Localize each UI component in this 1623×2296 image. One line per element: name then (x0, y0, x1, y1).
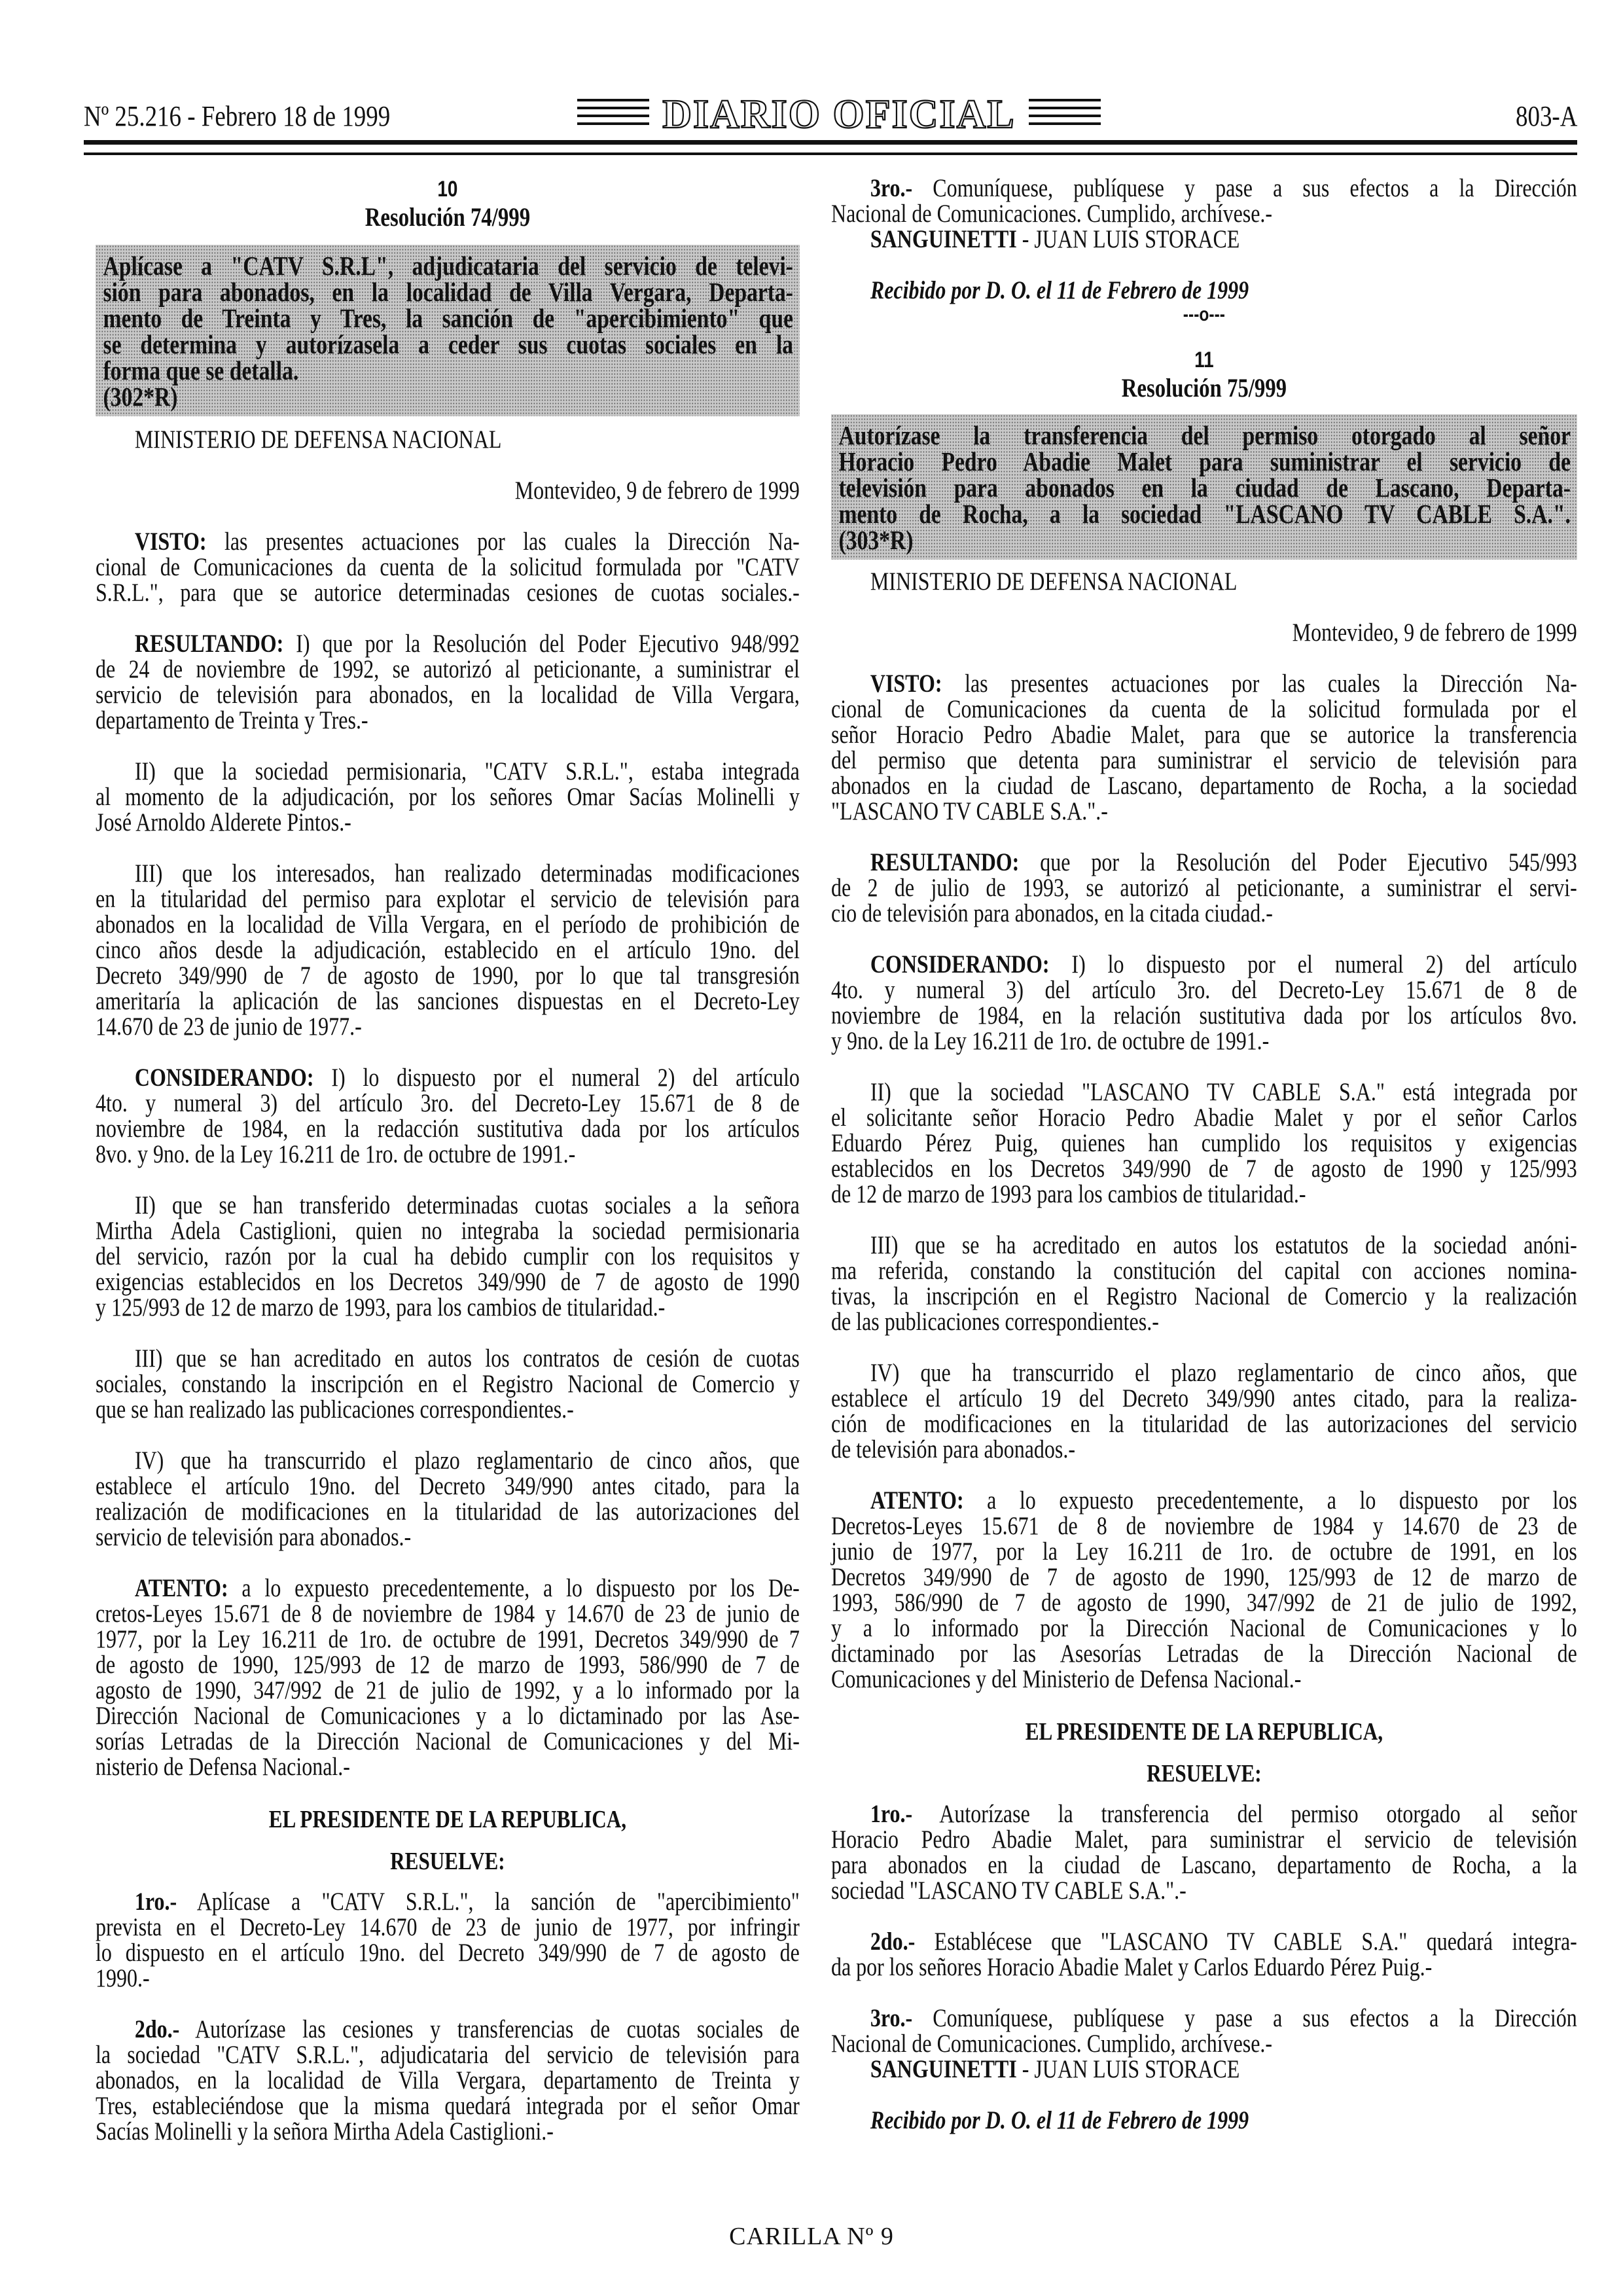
resuelve-heading: RESUELVE: (390, 1848, 505, 1875)
article-2-line (831, 1929, 1577, 1954)
considerando-iv-line: servicio de televisión para abonados.- (96, 1523, 412, 1551)
article-3-label: 3ro.- (870, 174, 913, 202)
resultando-ii-line: José Arnoldo Alderete Pintos.- (96, 808, 351, 836)
considerando-iv-line: ción de modificaciones en la titularidad de las autorizaciones del servicio (831, 1410, 1577, 1438)
atento-line: nisterio de Defensa Nacional.- (96, 1753, 350, 1781)
text: que por la Resolución del Poder Ejecutivo 545/993 (1019, 848, 1577, 876)
considerando-label: CONSIDERANDO: (870, 950, 1050, 978)
considerando-ii-line: de 12 de marzo de 1993 para los cambios de titularidad.- (831, 1180, 1306, 1208)
resultando-line (96, 631, 800, 656)
summary-line: forma que se detalla. (103, 355, 299, 386)
resolution-title: Resolución 74/999 (365, 202, 531, 232)
visto-line: señor Horacio Pedro Abadie Malet, para que se autorice la transferencia (831, 721, 1577, 749)
text: las presentes actuaciones por las cuales la Dirección Na- (942, 670, 1577, 698)
article-2-line: abonados, en la localidad de Villa Vergara, departamento de Treinta y (96, 2066, 800, 2094)
signature-president: SANGUINETTI (870, 2055, 1017, 2083)
resolution-title: Resolución 75/999 (1121, 373, 1287, 403)
atento-line: cretos-Leyes 15.671 de 8 de noviembre de 1984 y 14.670 de 23 de junio de (96, 1600, 800, 1628)
summary-line: televisión para abonados en la ciudad de Lascano, Departa- (838, 473, 1571, 503)
considerando-iii-line: tivas, la inscripción en el Registro Nacional de Comercio y la realización (831, 1282, 1577, 1310)
received-note: Recibido por D. O. el 11 de Febrero de 1999 (870, 2106, 1249, 2134)
considerando-line: 4to. y numeral 3) del artículo 3ro. del Decreto-Ley 15.671 de 8 de (831, 976, 1577, 1004)
article-2-label: 2do.- (870, 1928, 916, 1956)
resolution-number: 10 (437, 177, 458, 202)
text: a lo expuesto precedentemente, a lo dispuesto por los (963, 1486, 1577, 1515)
header-rule-thin (84, 152, 1577, 155)
text: las presentes actuaciones por las cuales la Dirección Na- (206, 528, 800, 556)
resultando-ii-line: II) que la sociedad permisionaria, "CATV S.R.L.", estaba integrada (134, 757, 800, 785)
summary-box (96, 245, 800, 416)
president-heading: EL PRESIDENTE DE LA REPUBLICA, (1025, 1718, 1383, 1746)
considerando-ii-line: Mirtha Adela Castiglioni, quien no integraba la sociedad permisionaria (96, 1217, 800, 1245)
text: a lo expuesto precedentemente, a lo dispuesto por los De- (228, 1574, 800, 1602)
summary-line: Aplícase a "CATV S.R.L", adjudicataria del servicio de televi- (103, 251, 794, 281)
signature-minister: - JUAN LUIS STORACE (1016, 225, 1240, 253)
considerando-iv-line: realización de modificaciones en la titularidad de las autorizaciones del (96, 1498, 800, 1526)
text: Autorízase la transferencia del permiso otorgado al señor (912, 1800, 1577, 1828)
summary-line: mento de Treinta y Tres, la sanción de "apercibimiento" que (103, 303, 794, 333)
considerando-ii-line: II) que se han transferido determinadas cuotas sociales a la señora (134, 1191, 800, 1219)
atento-line (831, 1488, 1577, 1513)
text: Comuníquese, publíquese y pase a sus efectos a la Dirección (912, 2004, 1577, 2032)
resultando-iii-line: en la titularidad del permiso para explotar el servicio de televisión para (96, 885, 800, 913)
visto-line: S.R.L.", para que se autorice determinadas cesiones de cuotas sociales.- (96, 579, 800, 607)
considerando-iii-line: sociales, constando la inscripción en el Registro Nacional de Comercio y (96, 1370, 800, 1398)
article-1-line (831, 1801, 1577, 1827)
resultando-line: de 24 de noviembre de 1992, se autorizó al peticionante, a suministrar el (96, 655, 800, 683)
visto-line: cional de Comunicaciones da cuenta de la solicitud formulada por "CATV (96, 553, 800, 581)
resultando-ii-line: al momento de la adjudicación, por los señores Omar Sacías Molinelli y (96, 783, 800, 811)
atento-line: sorías Letradas de la Dirección Nacional de Comunicaciones y del Mi- (96, 1727, 800, 1755)
article-3-line: Nacional de Comunicaciones. Cumplido, archívese.- (831, 2030, 1273, 2058)
date-line: Montevideo, 9 de febrero de 1999 (1292, 619, 1577, 647)
resultando-label: RESULTANDO: (870, 848, 1020, 876)
text: Aplícase a "CATV S.R.L.", la sanción de "apercibimiento" (177, 1888, 800, 1916)
masthead-lines-right-icon (1029, 99, 1101, 125)
visto-label: VISTO: (134, 528, 207, 556)
page-footer: CARILLA Nº 9 (729, 2223, 894, 2250)
article-1-label: 1ro.- (870, 1800, 913, 1828)
considerando-line: noviembre de 1984, en la redacción sustitutiva dada por los artículos (96, 1115, 800, 1143)
resultando-line (831, 850, 1577, 875)
considerando-ii-line: Eduardo Pérez Puig, quienes han cumplido los requisitos y exigencias (831, 1129, 1577, 1157)
considerando-iv-line: IV) que ha transcurrido el plazo reglamentario de cinco años, que (870, 1359, 1577, 1387)
considerando-iv-line: de televisión para abonados.- (831, 1435, 1075, 1463)
signature-minister: - JUAN LUIS STORACE (1016, 2055, 1240, 2083)
atento-line: 1977, por la Ley 16.211 de 1ro. de octubre de 1991, Decretos 349/990 de 7 (96, 1625, 800, 1653)
article-2-label: 2do.- (134, 2015, 180, 2043)
text: I) lo dispuesto por el numeral 2) del artículo (313, 1064, 800, 1092)
considerando-ii-line: II) que la sociedad "LASCANO TV CABLE S.A." está integrada por (870, 1078, 1577, 1106)
resolution-number: 11 (1194, 348, 1214, 372)
summary-line: mento de Rocha, a la sociedad "LASCANO TV CABLE S.A.". (838, 499, 1571, 529)
visto-line: del permiso que detenta para suministrar el servicio de televisión para (831, 746, 1577, 774)
considerando-iv-line: IV) que ha transcurrido el plazo reglamentario de cinco años, que (134, 1446, 800, 1475)
page-number: 803-A (1515, 100, 1577, 132)
resultando-line: servicio de televisión para abonados, en la localidad de Villa Vergara, (96, 681, 800, 709)
visto-line: cional de Comunicaciones da cuenta de la solicitud formulada por el (831, 695, 1577, 723)
considerando-iii-line: ma referida, constando la constitución del capital con acciones nomina- (831, 1257, 1577, 1285)
atento-line: dictaminado por las Asesorías Letradas de la Dirección Nacional de (831, 1640, 1577, 1668)
atento-line: Decretos 349/990 de 7 de agosto de 1990, 125/993 de 12 de marzo de (831, 1563, 1577, 1591)
considerando-iii-line: de las publicaciones correspondientes.- (831, 1308, 1159, 1336)
article-2-line: Tres, estableciéndose que la misma quedará integrada por el señor Omar (96, 2092, 800, 2120)
section-separator: ---o--- (1183, 304, 1225, 325)
considerando-iii-line: que se han realizado las publicaciones correspondientes.- (96, 1395, 574, 1424)
considerando-line: 8vo. y 9no. de la Ley 16.211 de 1ro. de octubre de 1991.- (96, 1140, 576, 1168)
atento-label: ATENTO: (870, 1486, 964, 1515)
atento-line: Dirección Nacional de Comunicaciones y a lo dictaminado por las Ase- (96, 1702, 800, 1730)
considerando-ii-line: el solicitante señor Horacio Pedro Abadie Malet y por el señor Carlos (831, 1103, 1577, 1132)
article-3-line (831, 175, 1577, 201)
article-3-label: 3ro.- (870, 2004, 913, 2032)
considerando-ii-line: del servicio, razón por la cual ha debido cumplir con los requisitos y (96, 1242, 800, 1270)
atento-line: y a lo informado por la Dirección Nacional de Comunicaciones y lo (831, 1614, 1577, 1642)
article-2-line (96, 2017, 800, 2042)
resultando-iii-line: 14.670 de 23 de junio de 1977.- (96, 1013, 362, 1041)
atento-line: junio de 1977, por la Ley 16.211 de 1ro. de octubre de 1991, en los (831, 1537, 1577, 1566)
article-2-line: la sociedad "CATV S.R.L.", adjudicataria del servicio de televisión para (96, 2041, 800, 2069)
summary-code: (303*R) (838, 525, 914, 555)
article-1-line: sociedad "LASCANO TV CABLE S.A.".- (831, 1876, 1186, 1905)
resultando-iii-line: ameritaría la aplicación de las sanciones dispuestas en el Decreto-Ley (96, 987, 800, 1015)
atento-line: 1993, 586/990 de 7 de agosto de 1990, 347/992 de 21 de julio de 1992, (831, 1588, 1577, 1617)
atento-line (96, 1575, 800, 1601)
issue-date: Nº 25.216 - Febrero 18 de 1999 (84, 100, 391, 132)
considerando-iii-line: III) que se han acreditado en autos los contratos de cesión de cuotas (134, 1344, 800, 1372)
article-3-line (831, 2005, 1577, 2031)
summary-line: Autorízase la transferencia del permiso otorgado al señor (838, 420, 1571, 450)
summary-line: Horacio Pedro Abadie Malet para suministrar el servicio de (838, 446, 1571, 476)
visto-line (96, 529, 800, 554)
resultando-line: cio de televisión para abonados, en la citada ciudad.- (831, 899, 1273, 927)
article-1-line: prevista en el Decreto-Ley 14.670 de 23 de junio de 1977, por infringir (96, 1913, 800, 1941)
left-column (96, 175, 800, 2144)
article-3-line: Nacional de Comunicaciones. Cumplido, archívese.- (831, 200, 1273, 228)
considerando-line: noviembre de 1984, en la relación sustitutiva dada por los artículos 8vo. (831, 1001, 1577, 1030)
text: Establécese que "LASCANO TV CABLE S.A." quedará integra- (915, 1928, 1577, 1956)
summary-code: (302*R) (103, 382, 178, 412)
header-rule-thick (84, 140, 1577, 145)
signature (831, 2056, 1577, 2082)
visto-label: VISTO: (870, 670, 942, 698)
masthead-logo (577, 94, 1101, 133)
considerando-iii-line: III) que se ha acreditado en autos los estatutos de la sociedad anóni- (870, 1231, 1577, 1259)
summary-line: se determina y autorízasela a ceder sus cuotas sociales en la (103, 329, 794, 359)
considerando-line (96, 1065, 800, 1090)
article-1-line: 1990.- (96, 1964, 150, 1992)
considerando-ii-line: establecidos en los Decretos 349/990 de 7 de agosto de 1990 y 125/993 (831, 1155, 1577, 1183)
article-2-line: Sacías Molinelli y la señora Mirtha Adela Castiglioni.- (96, 2117, 554, 2145)
signature-president: SANGUINETTI (870, 225, 1017, 253)
article-2-line: da por los señores Horacio Abadie Malet y Carlos Eduardo Pérez Puig.- (831, 1953, 1433, 1981)
text: I) lo dispuesto por el numeral 2) del artículo (1049, 950, 1577, 978)
article-1-line: lo dispuesto en el artículo 19no. del Decreto 349/990 de 7 de agosto de (96, 1939, 800, 1967)
article-1-line: Horacio Pedro Abadie Malet, para suministrar el servicio de televisión (831, 1825, 1577, 1854)
resultando-iii-line: abonados en la localidad de Villa Vergara, en el período de prohibición de (96, 910, 800, 939)
text: Comuníquese, publíquese y pase a sus efectos a la Dirección (912, 174, 1577, 202)
resultando-iii-line: III) que los interesados, han realizado determinadas modificaciones (134, 859, 800, 888)
text: I) que por la Resolución del Poder Ejecutivo 948/992 (283, 630, 800, 658)
considerando-label: CONSIDERANDO: (134, 1064, 314, 1092)
masthead-title: DIARIO OFICIAL (662, 94, 1016, 133)
text: Autorízase las cesiones y transferencias de cuotas sociales de (179, 2015, 800, 2043)
masthead-lines-left-icon (577, 99, 649, 125)
received-note: Recibido por D. O. el 11 de Febrero de 1999 (870, 276, 1249, 304)
resultando-label: RESULTANDO: (134, 630, 284, 658)
article-1-line (96, 1889, 800, 1914)
summary-box (831, 414, 1577, 560)
atento-line: de agosto de 1990, 125/993 de 12 de marzo de 1993, 586/990 de 7 de (96, 1651, 800, 1679)
considerando-ii-line: y 125/993 de 12 de marzo de 1993, para los cambios de titularidad.- (96, 1293, 666, 1321)
article-1-line: para abonados en la ciudad de Lascano, departamento de Rocha, a la (831, 1851, 1577, 1879)
atento-line: agosto de 1990, 347/992 de 21 de julio de 1992, y a lo informado por la (96, 1676, 800, 1704)
resultando-line: de 2 de julio de 1993, se autorizó al peticionante, a suministrar el servi- (831, 874, 1577, 902)
considerando-line: y 9no. de la Ley 16.211 de 1ro. de octubre de 1991.- (831, 1027, 1270, 1055)
resultando-line: departamento de Treinta y Tres.- (96, 706, 368, 734)
considerando-ii-line: exigencias establecidos en los Decretos 349/990 de 7 de agosto de 1990 (96, 1268, 800, 1296)
visto-line: "LASCANO TV CABLE S.A.".- (831, 797, 1108, 825)
atento-label: ATENTO: (134, 1574, 228, 1602)
ministry: MINISTERIO DE DEFENSA NACIONAL (870, 567, 1238, 596)
summary-line: sión para abonados, en la localidad de Villa Vergara, Departa- (103, 277, 794, 307)
considerando-iv-line: establece el artículo 19 del Decreto 349/990 antes citado, para la realiza- (831, 1384, 1577, 1412)
considerando-line (831, 952, 1577, 977)
resultando-iii-line: cinco años desde la adjudicación, establecido en el artículo 19no. del (96, 936, 800, 964)
resuelve-heading: RESUELVE: (1147, 1760, 1262, 1787)
atento-line: Comunicaciones y del Ministerio de Defensa Nacional.- (831, 1665, 1302, 1693)
visto-line: abonados en la ciudad de Lascano, departamento de Rocha, a la sociedad (831, 772, 1577, 800)
atento-line: Decretos-Leyes 15.671 de 8 de noviembre de 1984 y 14.670 de 23 de (831, 1512, 1577, 1540)
considerando-line: 4to. y numeral 3) del artículo 3ro. del Decreto-Ley 15.671 de 8 de (96, 1089, 800, 1117)
right-column (831, 175, 1577, 2133)
resultando-iii-line: Decreto 349/990 de 7 de agosto de 1990, por lo que tal transgresión (96, 961, 800, 990)
president-heading: EL PRESIDENTE DE LA REPUBLICA, (268, 1806, 627, 1833)
article-1-label: 1ro.- (134, 1888, 177, 1916)
considerando-iv-line: establece el artículo 19no. del Decreto 349/990 antes citado, para la (96, 1472, 800, 1500)
date-line: Montevideo, 9 de febrero de 1999 (514, 476, 800, 505)
signature (831, 226, 1577, 252)
visto-line (831, 671, 1577, 696)
ministry: MINISTERIO DE DEFENSA NACIONAL (134, 425, 502, 454)
